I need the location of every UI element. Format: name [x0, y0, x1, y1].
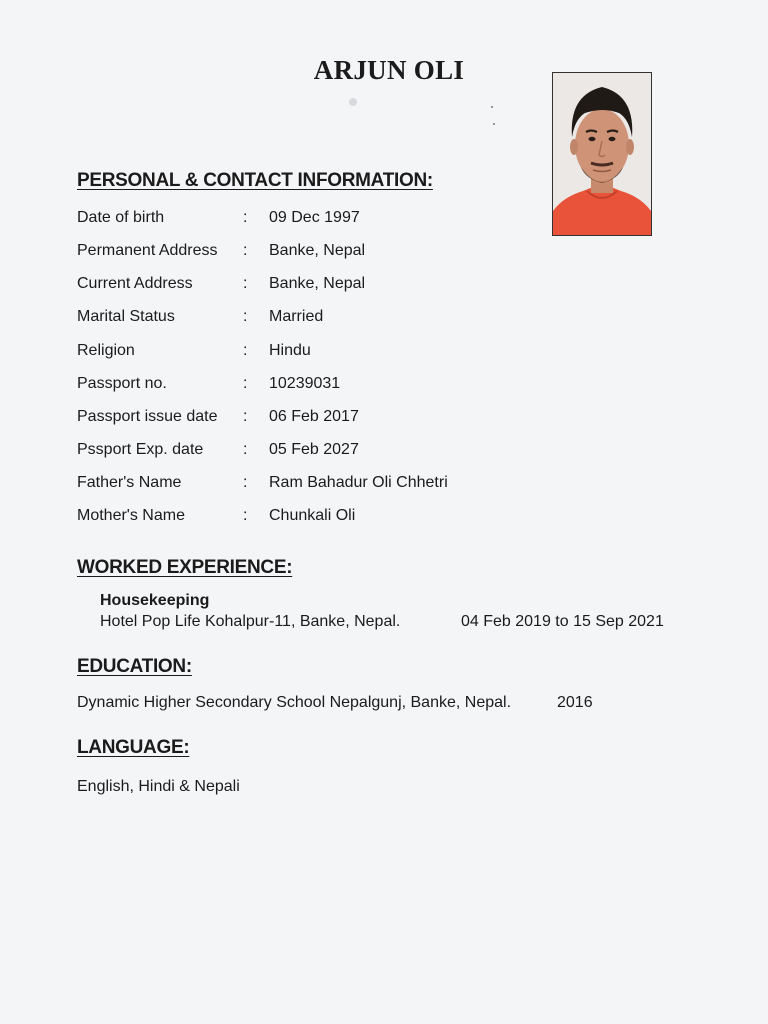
info-colon: :	[243, 441, 248, 458]
portrait-photo-image	[553, 73, 651, 235]
info-label: Pssport Exp. date	[77, 441, 204, 458]
info-value: Chunkali Oli	[269, 507, 356, 524]
info-value: 10239031	[269, 375, 341, 392]
info-colon: :	[243, 275, 248, 292]
info-value: Ram Bahadur Oli Chhetri	[269, 474, 448, 491]
experience-employer: Hotel Pop Life Kohalpur-11, Banke, Nepal.	[100, 613, 401, 630]
experience-period: 04 Feb 2019 to 15 Sep 2021	[461, 613, 664, 630]
info-label: Passport no.	[77, 375, 167, 392]
personal-info-heading: PERSONAL & CONTACT INFORMATION:	[77, 170, 433, 191]
info-label: Date of birth	[77, 209, 165, 226]
languages-list: English, Hindi & Nepali	[77, 778, 240, 795]
scan-dot	[491, 106, 493, 108]
info-colon: :	[243, 375, 248, 392]
info-colon: :	[243, 408, 248, 425]
info-value: 06 Feb 2017	[269, 408, 359, 425]
info-colon: :	[243, 507, 248, 524]
education-school: Dynamic Higher Secondary School Nepalgunj, Banke, Nepal.	[77, 694, 512, 711]
scan-smudge	[349, 98, 357, 106]
experience-role: Housekeeping	[100, 592, 210, 609]
info-value: 05 Feb 2027	[269, 441, 359, 458]
info-label: Current Address	[77, 275, 193, 292]
education-year: 2016	[557, 694, 593, 711]
info-value: 09 Dec 1997	[269, 209, 360, 226]
info-colon: :	[243, 342, 248, 359]
info-colon: :	[243, 308, 248, 325]
info-value: Married	[269, 308, 324, 325]
education-heading: EDUCATION:	[77, 656, 192, 677]
info-colon: :	[243, 474, 248, 491]
language-heading: LANGUAGE:	[77, 737, 190, 758]
candidate-name: ARJUN OLI	[313, 55, 465, 85]
info-label: Father's Name	[77, 474, 182, 491]
info-label: Mother's Name	[77, 507, 185, 524]
info-colon: :	[243, 209, 248, 226]
info-colon: :	[243, 242, 248, 259]
experience-heading: WORKED EXPERIENCE:	[77, 557, 293, 578]
info-label: Passport issue date	[77, 408, 218, 425]
info-value: Banke, Nepal	[269, 242, 366, 259]
portrait-photo	[552, 72, 652, 236]
info-value: Hindu	[269, 342, 311, 359]
info-label: Religion	[77, 342, 135, 359]
info-label: Permanent Address	[77, 242, 218, 259]
scan-dot	[493, 123, 495, 125]
info-value: Banke, Nepal	[269, 275, 366, 292]
info-label: Marital Status	[77, 308, 175, 325]
